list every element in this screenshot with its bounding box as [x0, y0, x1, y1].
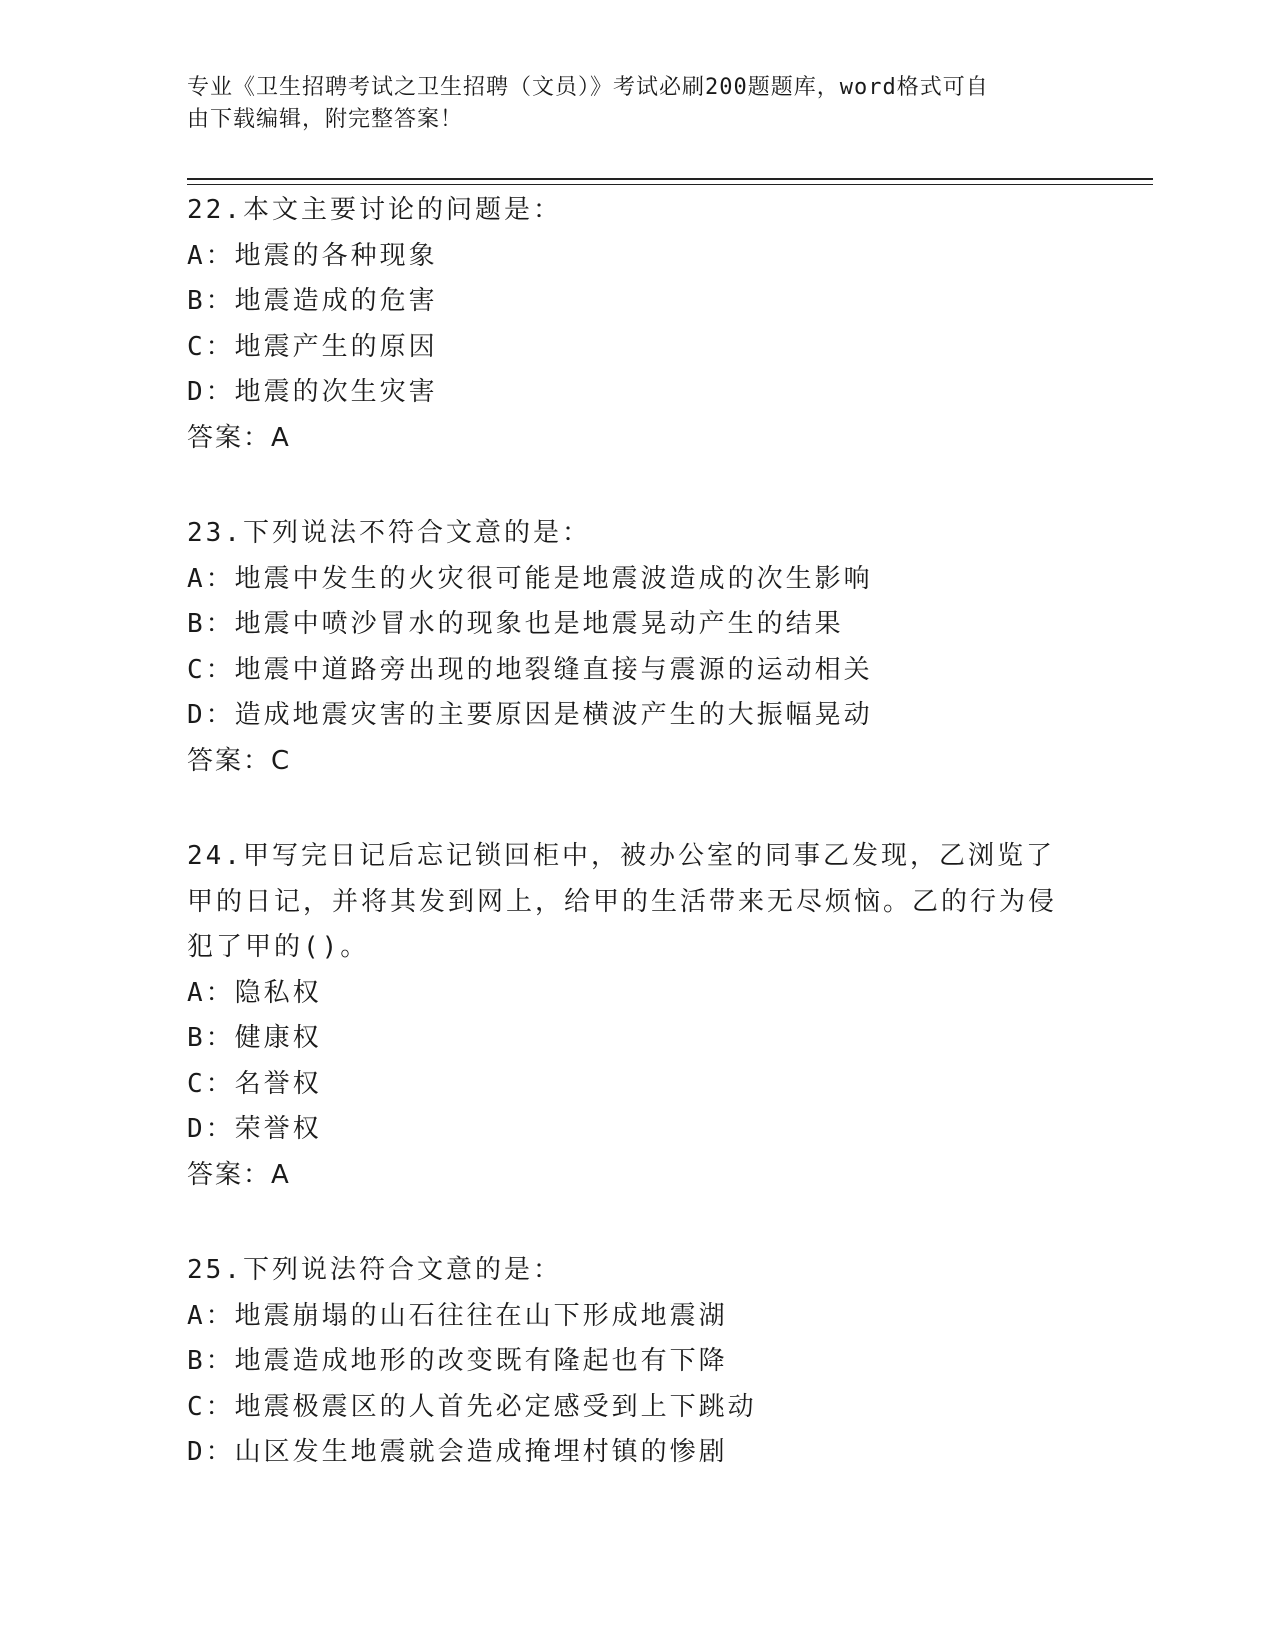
option-letter: B：: [187, 609, 235, 639]
option-text: 地震崩塌的山石往往在山下形成地震湖: [234, 1300, 728, 1331]
option-d: [187, 693, 1087, 739]
option-letter: A：: [187, 977, 235, 1008]
option-c: [187, 1062, 1087, 1108]
option-b: [187, 602, 1087, 648]
option-letter: C：: [187, 1391, 235, 1422]
option-a: [187, 1294, 1087, 1340]
option-text: 地震极震区的人首先必定感受到上下跳动: [234, 1391, 757, 1422]
option-c: [187, 325, 1087, 371]
header-divider-thick: [187, 178, 1153, 180]
header-line-2: 由下载编辑，附完整答案！: [187, 107, 464, 132]
option-text: 造成地震灾害的主要原因是横波产生的大振幅晃动: [234, 700, 873, 730]
option-letter: B：: [187, 1023, 235, 1053]
option-letter: A：: [187, 563, 235, 594]
option-a: [187, 557, 1087, 603]
question-stem: 24.甲写完日记后忘记锁回柜中，被办公室的同事乙发现，乙浏览了甲的日记，并将其发到网上，给甲的生活带来无尽烦恼。乙的行为侵犯了甲的()。: [187, 841, 1058, 962]
option-a: [187, 234, 1087, 280]
option-d: [187, 1107, 1087, 1153]
header-line-1: 专业《卫生招聘考试之卫生招聘（文员）》考试必刷200题题库，word格式可自: [187, 75, 989, 100]
option-letter: D：: [187, 700, 235, 730]
option-text: 名誉权: [234, 1068, 322, 1099]
option-text: 地震的各种现象: [234, 240, 438, 271]
option-b: [187, 1016, 1087, 1062]
option-letter: D：: [187, 377, 235, 407]
option-d: [187, 1430, 1087, 1476]
answer-line: 答案：A: [187, 422, 291, 453]
option-letter: B：: [187, 1346, 235, 1376]
option-c: [187, 1385, 1087, 1431]
option-letter: A：: [187, 1300, 235, 1331]
question-24: [187, 834, 1087, 1198]
option-text: 山区发生地震就会造成掩埋村镇的惨剧: [234, 1437, 728, 1467]
question-stem: 22.本文主要讨论的问题是：: [187, 195, 562, 225]
question-stem: 25.下列说法符合文意的是：: [187, 1255, 562, 1285]
option-text: 地震中喷沙冒水的现象也是地震晃动产生的结果: [234, 609, 844, 639]
answer-line: 答案：C: [187, 745, 292, 776]
question-list: [187, 188, 1087, 1526]
option-text: 地震造成地形的改变既有隆起也有下降: [234, 1346, 728, 1376]
header-divider-thin: [187, 184, 1153, 185]
option-text: 地震中发生的火灾很可能是地震波造成的次生影响: [234, 563, 873, 594]
option-letter: D：: [187, 1114, 235, 1144]
option-text: 地震产生的原因: [234, 331, 438, 362]
option-letter: C：: [187, 331, 235, 362]
answer-line: 答案：A: [187, 1159, 291, 1190]
option-letter: A：: [187, 240, 235, 271]
option-text: 荣誉权: [234, 1114, 322, 1144]
document-header: [187, 72, 1067, 136]
option-text: 地震中道路旁出现的地裂缝直接与震源的运动相关: [234, 654, 873, 685]
option-letter: C：: [187, 1068, 235, 1099]
option-text: 健康权: [234, 1023, 322, 1053]
question-23: [187, 511, 1087, 784]
option-b: [187, 1339, 1087, 1385]
option-text: 地震造成的危害: [234, 286, 438, 316]
question-stem: 23.下列说法不符合文意的是：: [187, 518, 591, 548]
question-25: [187, 1248, 1087, 1476]
option-d: [187, 370, 1087, 416]
option-a: [187, 971, 1087, 1017]
option-text: 隐私权: [234, 977, 322, 1008]
option-b: [187, 279, 1087, 325]
option-text: 地震的次生灾害: [234, 377, 438, 407]
question-22: [187, 188, 1087, 461]
option-letter: B：: [187, 286, 235, 316]
option-letter: C：: [187, 654, 235, 685]
option-letter: D：: [187, 1437, 235, 1467]
option-c: [187, 648, 1087, 694]
